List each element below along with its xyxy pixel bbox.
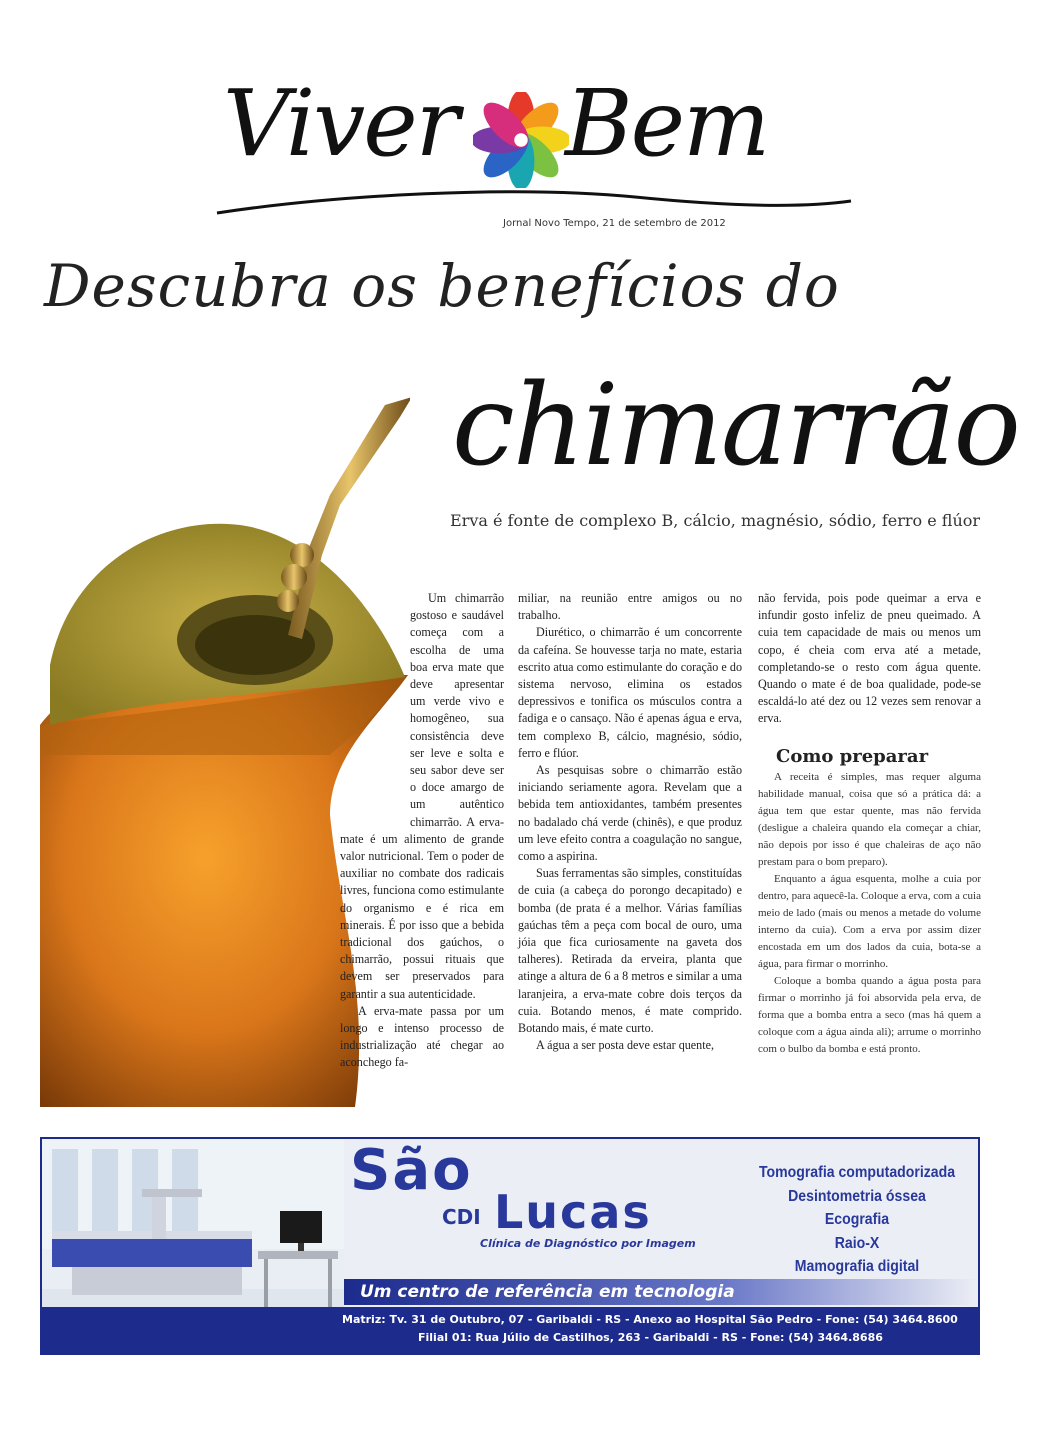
masthead-word-viver: Viver bbox=[223, 70, 458, 177]
ad-address-main: Matriz: Tv. 31 de Outubro, 07 - Garibaldi - RS - Anexo ao Hospital São Pedro - Fone: (54) 3464.8600 bbox=[342, 1313, 958, 1326]
headline-kicker: Descubra os benefícios do bbox=[44, 252, 840, 320]
ad-address-branch: Filial 01: Rua Júlio de Castilhos, 263 - Garibaldi - RS - Fone: (54) 3464.8686 bbox=[418, 1331, 883, 1344]
section-heading-como-preparar: Como preparar bbox=[776, 746, 929, 767]
preparation-paragraph: A receita é simples, mas requer alguma habilidade manual, coisa que só a prática dá: a água tem que estar quente, mas não fervida (desligue a chaleira quando ela começar a chiar, não depois por isso é que chaleiras de aço não prestam para o bom preparo). bbox=[758, 771, 981, 868]
article-paragraph: Um chimarrão gostoso e saudável começa com a escolha de uma boa erva mate que deve apresentar um verde vivo e homogêneo, sua consistência deve ser leve e solta e seu sabor deve ser o doce amargo de um autêntico chimarrão. A erva-mate é um alimento de grande valor nutricional. Tem o poder de auxiliar no combate dos radicais livres, funciona como estimulante do organismo e é rica em minerais. É por isso que a bebida tradicional dos gaúchos, o chimarrão, possui rituais que devem ser preservados para garantir a sua autenticidade. bbox=[340, 591, 504, 1001]
article-paragraph: As pesquisas sobre o chimarrão estão iniciando seriamente agora. Revelam que a bebida tem antioxidantes, também presentes no badalado chá verde (chinês), e que produz um leve efeito contra a coagulação no sangue, como a aspirina. bbox=[518, 763, 742, 864]
ad-clinic-tagline: Clínica de Diagnóstico por Imagem bbox=[480, 1237, 696, 1250]
article-paragraph: A água a ser posta deve estar quente, bbox=[536, 1038, 714, 1053]
headline-title: chimarrão bbox=[452, 361, 1019, 491]
masthead-word-bem: Bem bbox=[565, 70, 769, 177]
article-column-1 bbox=[340, 590, 504, 1072]
article-column-2 bbox=[518, 590, 742, 1054]
ad-brand-cdi: CDI bbox=[442, 1205, 481, 1229]
ad-service-item: Raio-X bbox=[834, 1234, 880, 1252]
article-paragraph: miliar, na reunião entre amigos ou no trabalho. bbox=[518, 591, 742, 623]
ad-service-item: Tomografia computadorizada bbox=[758, 1164, 956, 1181]
ad-service-item: Desintometria óssea bbox=[788, 1187, 926, 1205]
ad-services-list bbox=[742, 1161, 972, 1279]
ad-brand-lucas: Lucas bbox=[494, 1185, 652, 1239]
ad-service-item: Mamografia digital bbox=[794, 1258, 920, 1275]
article-paragraph: Diurético, o chimarrão é um concorrente da cafeína. Se houvesse tarja no mate, estaria escrito atua como estimulante do coração e do sistema nervoso, elimina os estados depressivos e tonifica os músculos contra a fadiga e o cansaço. Não é apenas água e erva, tem complexo B, cálcio, magnésio, sódio, ferro e flúor. bbox=[518, 625, 742, 760]
preparation-paragraph: Enquanto a água esquenta, molhe a cuia por dentro, para aquecê-la. Coloque a erva, com a cuia meio de lado (mais ou menos a metade do volume interno da cuia). Com a erva por assim dizer encostada em um dos lados da cuia, bota-se a água, para firmar o morrinho. bbox=[758, 873, 981, 970]
article-column-3 bbox=[758, 590, 981, 728]
sao-lucas-advertisement bbox=[40, 1137, 980, 1355]
preparation-paragraph: Coloque a bomba quando a água posta para firmar o morrinho já foi absorvida pela erva, de forma que a bomba entra a seco (mas há quem a coloque com a água ainda ali); arrume o morrinho com o bulbo da bomba e está pronto. bbox=[758, 975, 981, 1055]
subhead: Erva é fonte de complexo B, cálcio, magnésio, sódio, ferro e flúor bbox=[450, 511, 981, 530]
article-paragraph: Suas ferramentas são simples, constituídas de cuia (a cabeça do porongo decapitado) e bomba (de prata é a melhor. Várias famílias gaúchas têm a peça com bocal de ouro, uma jóia que fica curiosamente na gaveta dos talheres). Retirada da erveira, planta que atinge a altura de 6 a 8 metros e similar a uma laranjeira, a erva-mate cobre dois terços da cuia. Botando menos, é mate comprido. Botando mais, é mate curto. bbox=[518, 866, 742, 1036]
ad-service-item: Ecografia bbox=[824, 1211, 890, 1228]
masthead-swoosh bbox=[215, 165, 855, 225]
article-paragraph: não fervida, pois pode queimar a erva e infundir gosto infeliz de pneu queimado. A cuia tem capacidade de mais ou menos um copo, é cheia com erva até a metade, completando-se o resto com água quente. Quando o mate é de boa qualidade, pode-se escaldá-lo até dez ou 12 vezes sem renovar a erva. bbox=[758, 591, 981, 726]
dateline: Jornal Novo Tempo, 21 de setembro de 2012 bbox=[503, 218, 726, 229]
masthead bbox=[215, 70, 855, 240]
article-paragraph: A erva-mate passa por um longo e intenso processo de industrialização até chegar ao aconchego fa- bbox=[340, 1003, 504, 1070]
preparation-text bbox=[758, 769, 981, 1058]
ad-brand-sao: São bbox=[350, 1138, 473, 1203]
ad-slogan: Um centro de referência em tecnologia bbox=[360, 1282, 735, 1302]
